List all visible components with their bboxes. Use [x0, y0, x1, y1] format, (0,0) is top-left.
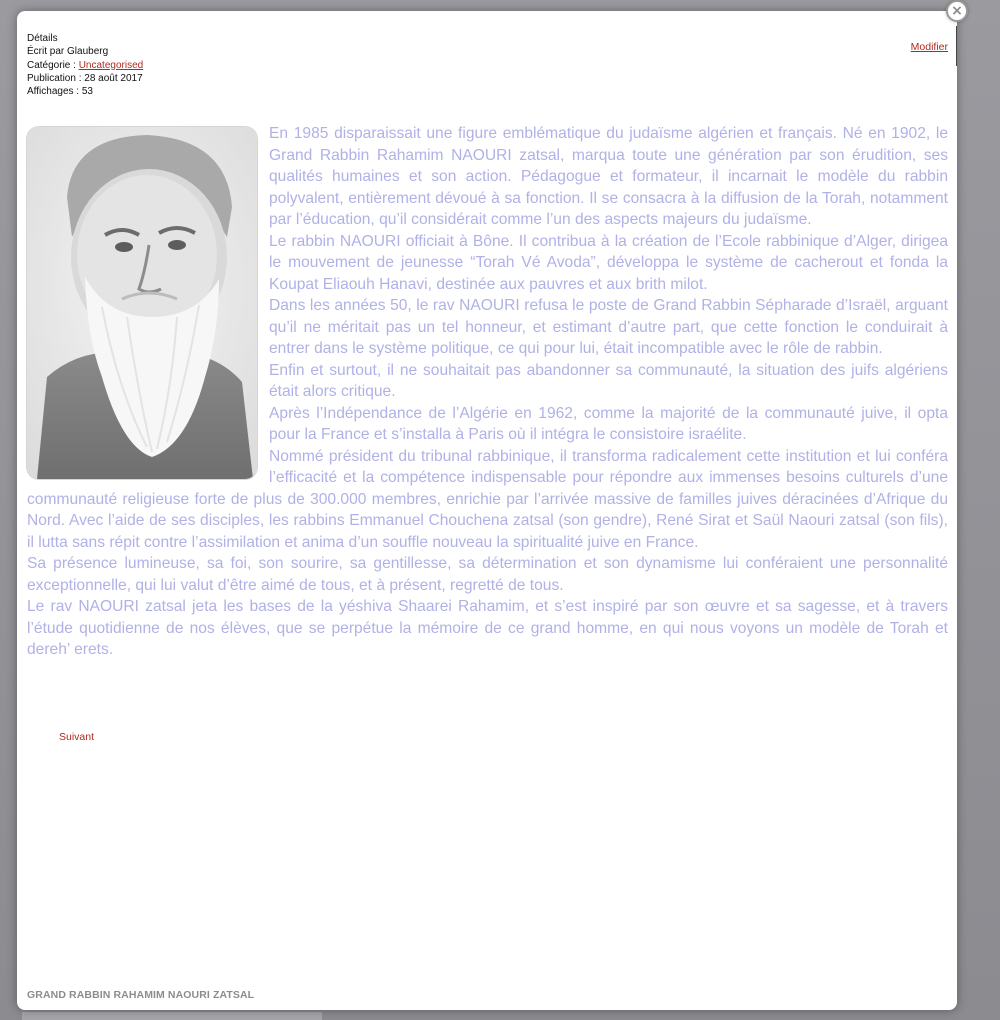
close-icon: ×	[951, 3, 963, 19]
footer-title: GRAND RABBIN RAHAMIM NAOURI ZATSAL	[27, 989, 255, 1001]
article-paragraph: Enfin et surtout, il ne souhaitait pas abandonner sa communauté, la situation des juifs algériens était alors critique.	[269, 361, 948, 400]
details-label: Détails	[27, 33, 58, 44]
article-paragraph: Dans les années 50, le rav NAOURI refusa le poste de Grand Rabbin Sépharade d’Israël, arguant qu’il ne méritait pas un tel honneur, et estimant d’autre part, que cette fonction le conduirait à entrer dans le système politique, ce qui pour lui, était incompatible avec le rôle de rabbin.	[269, 297, 948, 357]
category-prefix: Catégorie :	[27, 59, 79, 71]
article-paragraph: Le rav NAOURI zatsal jeta les bases de la yéshiva Shaarei Rahamim, et s’est inspiré par son œuvre et sa sagesse, et à travers l’étude quotidienne de nos élèves, que se perpétue la mémoire de ce grand homme, en qui nous voyons un modèle de Torah et dereh’ erets.	[27, 598, 948, 658]
article-paragraph: En 1985 disparaissait une figure emblématique du judaïsme algérien et français. Né en 1902, le Grand Rabbin Rahamim NAOURI zatsal, marqua toute une génération par son érudition, ses qualités humaines et son action. Pédagogue et formateur, il incarnait le modèle du rabbin polyvalent, entièrement dévoué à sa fonction. Il se consacra à la diffusion de la Torah, notamment par l’éducation, qu’il considérait comme l’un des aspects majeurs du judaïsme.	[269, 125, 948, 228]
article-info	[27, 32, 143, 98]
divider	[956, 26, 957, 66]
edit-link[interactable]: Modifier	[910, 41, 948, 53]
author-line: Écrit par Glauberg	[27, 46, 109, 58]
article-paragraph: Sa présence lumineuse, sa foi, son sourire, sa gentillesse, sa détermination et son dynamisme lui conféraient une personnalité exceptionnelle, qui lui valut d’être aimé de tous, et à présent, regretté de tous.	[27, 555, 948, 594]
publish-date: Publication : 28 août 2017	[27, 72, 143, 84]
view-count: Affichages : 53	[27, 86, 93, 98]
next-article-link[interactable]: Suivant	[59, 731, 95, 743]
article-paragraph: Le rabbin NAOURI officiait à Bône. Il contribua à la création de l’Ecole rabbinique d’Alger, dirigea le mouvement de jeunesse “Torah Vé Avoda”, développa le système de cacherout et fonda la Koupat Eliaouh Hanavi, destinée aux pauvres et aux brith milot.	[269, 232, 948, 293]
category-line	[27, 59, 143, 72]
backdrop-footer-strip	[22, 1012, 322, 1020]
article-body	[27, 123, 948, 661]
article-paragraph: Après l’Indépendance de l’Algérie en 1962, comme la majorité de la communauté juive, il opta pour la France et s’installa à Paris où il intégra le consistoire israélite.	[269, 404, 948, 443]
rabbi-portrait-image	[27, 127, 257, 479]
article-paragraph: Nommé président du tribunal rabbinique, il transforma radicalement cette institution et lui conféra l’efficacité et la compétence indispensable pour répondre aux immenses besoins culturels d’une communauté religieuse forte de plus de 300.000 membres, enrichie par l’arrivée massive de familles juives déracinées d’Afrique du Nord. Avec l’aide de ses disciples, les rabbins Emmanuel Chouchena zatsal (son gendre), René Sirat et Saül Naouri zatsal (son fils), il lutta sans répit contre l’assimilation et anima d’un souffle nouveau la spiritualité juive en France.	[27, 447, 948, 551]
article-modal	[17, 11, 957, 1010]
close-button[interactable]	[946, 0, 968, 22]
category-link[interactable]: Uncategorised	[78, 59, 144, 71]
